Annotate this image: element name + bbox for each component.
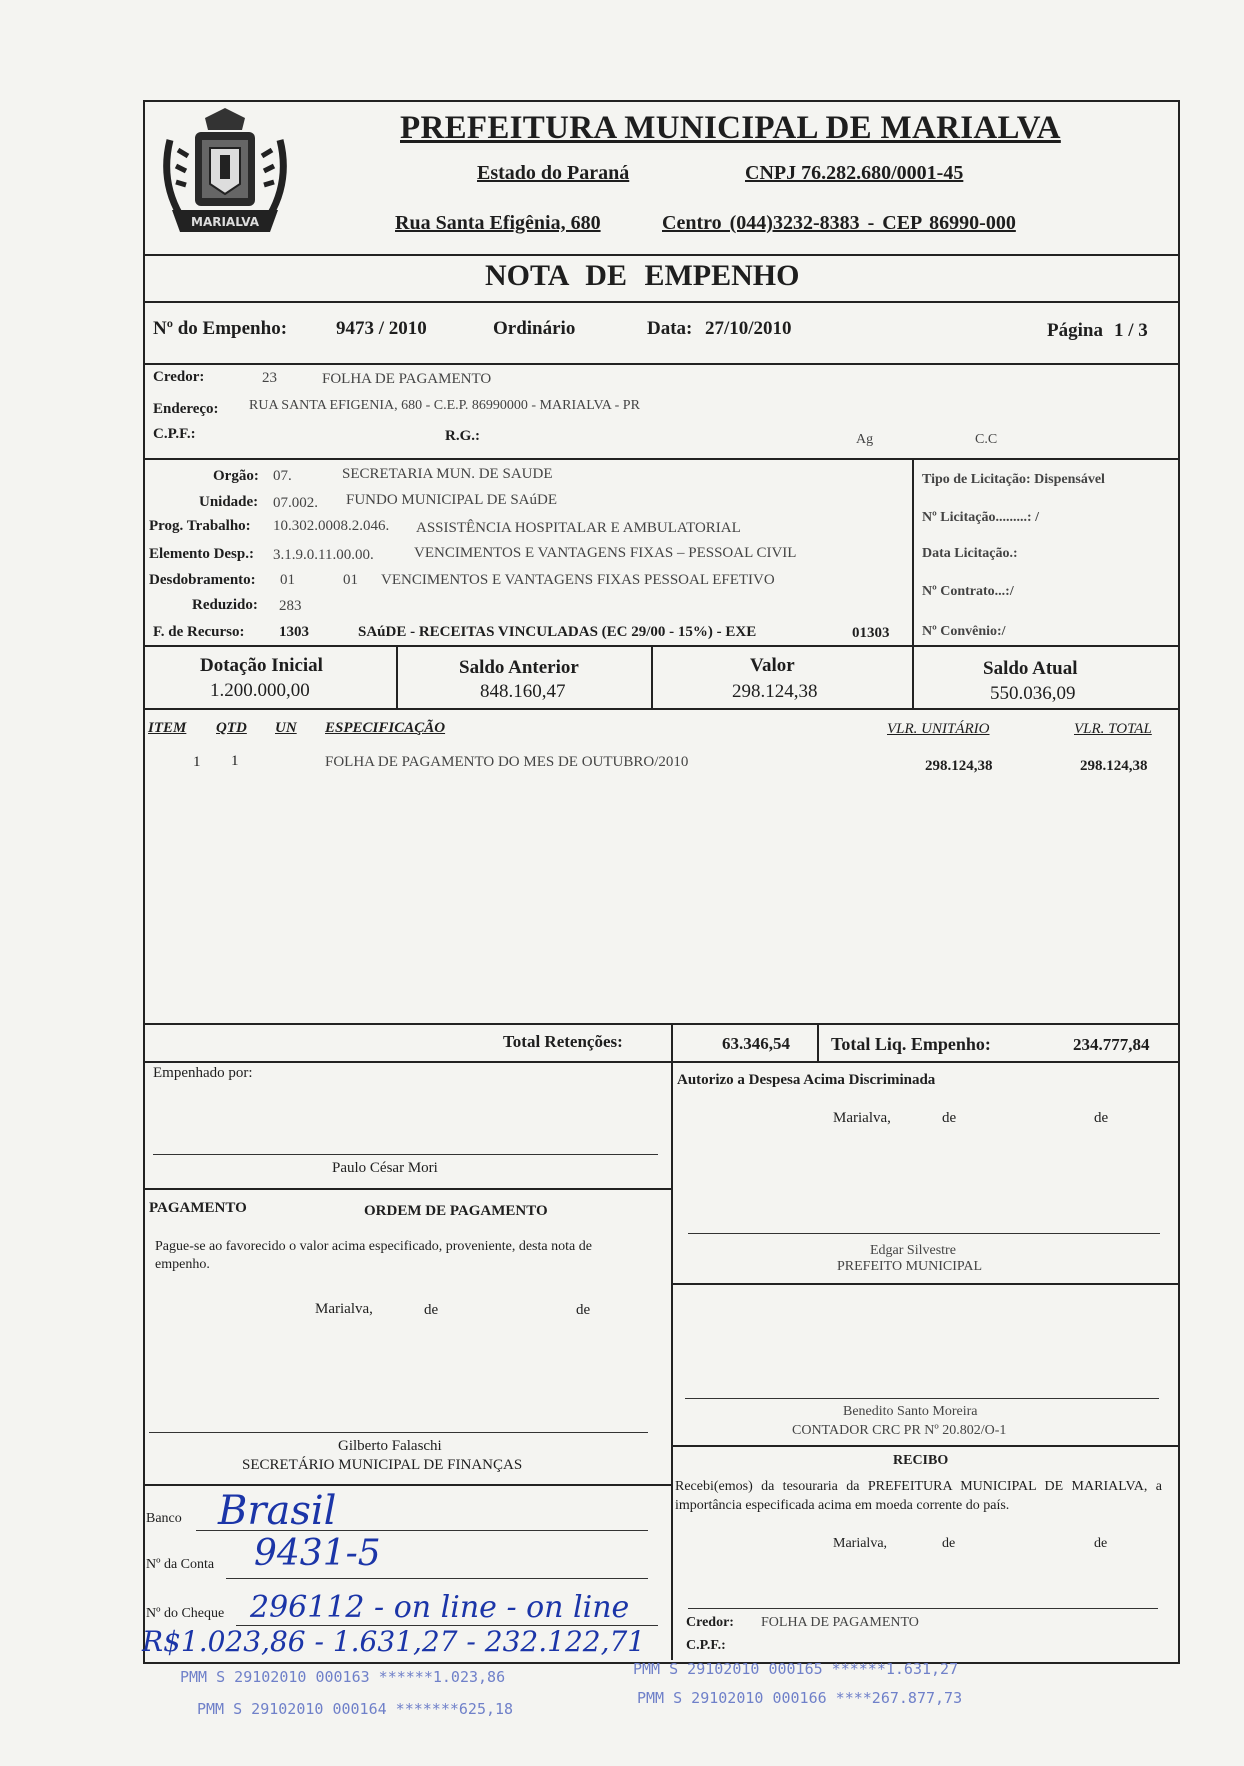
bank-stamp: PMM S 29102010 000166 ****267.877,73: [637, 1689, 963, 1707]
divider: [143, 458, 1178, 460]
row-unit-value: 298.124,38: [925, 758, 993, 774]
items-header-spec: ESPECIFICAÇÃO: [325, 720, 446, 736]
saldo-anterior-value: 848.160,47: [480, 681, 566, 702]
ordem-pagamento: ORDEM DE PAGAMENTO: [364, 1203, 548, 1219]
values-handwritten[interactable]: R$1.023,86 - 1.631,27 - 232.122,71: [142, 1625, 646, 1658]
district-phone-cep: Centro (044)3232-8383 - CEP 86990-000: [662, 212, 1016, 234]
prog-code: 10.302.0008.2.046.: [273, 518, 390, 534]
autorizo-label: Autorizo a Despesa Acima Discriminada: [677, 1072, 936, 1088]
recibo-credor-label: Credor:: [686, 1615, 734, 1630]
autorizo-de1: de: [942, 1110, 957, 1126]
divider: [671, 1061, 673, 1660]
saldo-atual-label: Saldo Atual: [983, 658, 1078, 679]
saldo-atual-value: 550.036,09: [990, 683, 1076, 704]
pagamento-de1: de: [424, 1302, 439, 1318]
signature-line: [685, 1398, 1159, 1399]
pagamento-label: PAGAMENTO: [149, 1200, 247, 1216]
row-qtd: 1: [231, 753, 239, 769]
conta-label: Nº da Conta: [146, 1557, 215, 1572]
divider: [651, 645, 653, 708]
divider: [912, 645, 914, 708]
prefeito-name: Edgar Silvestre: [870, 1243, 956, 1258]
divider: [143, 1188, 671, 1190]
recibo-de2: de: [1094, 1536, 1108, 1551]
row-item: 1: [193, 754, 201, 770]
bank-stamp: PMM S 29102010 000164 *******625,18: [197, 1700, 514, 1718]
recurso-desc: SAúDE - RECEITAS VINCULADAS (EC 29/00 - 15%) - EXE: [358, 624, 757, 640]
rg-label: R.G.:: [445, 428, 480, 444]
agency-label: Ag: [856, 432, 874, 447]
cheque-handwritten[interactable]: 296112 - on line - on line: [250, 1590, 630, 1625]
empenho-number: 9473 / 2010: [336, 318, 427, 339]
retencoes-value: 63.346,54: [722, 1034, 790, 1053]
desdobramento-desc: VENCIMENTOS E VANTAGENS FIXAS PESSOAL EFETIVO: [381, 572, 775, 588]
credor-address: RUA SANTA EFIGENIA, 680 - C.E.P. 86990000 - MARIALVA - PR: [249, 398, 640, 413]
items-header-unit-value: VLR. UNITÁRIO: [887, 721, 990, 737]
contrato-numero: Nº Contrato...:/: [922, 584, 1014, 599]
secretario-role: SECRETÁRIO MUNICIPAL DE FINANÇAS: [242, 1457, 523, 1473]
pagamento-de2: de: [576, 1302, 591, 1318]
bank-stamp: PMM S 29102010 000165 ******1.631,27: [633, 1660, 959, 1678]
orgao-desc: SECRETARIA MUN. DE SAUDE: [342, 466, 553, 482]
cpf-label: C.P.F.:: [153, 426, 196, 442]
divider: [817, 1023, 819, 1063]
page-label: Página: [1047, 320, 1103, 341]
divider: [671, 1283, 1178, 1285]
cnpj: CNPJ 76.282.680/0001-45: [745, 162, 964, 184]
divider: [143, 254, 1178, 256]
prog-desc: ASSISTÊNCIA HOSPITALAR E AMBULATORIAL: [416, 520, 741, 536]
licitacao-numero: Nº Licitação.........: /: [922, 510, 1039, 525]
row-spec: FOLHA DE PAGAMENTO DO MES DE OUTUBRO/2010: [325, 754, 689, 770]
divider: [912, 458, 914, 645]
elemento-code: 3.1.9.0.11.00.00.: [273, 547, 374, 563]
pagamento-city: Marialva,: [315, 1301, 373, 1317]
items-header-un: UN: [275, 720, 297, 736]
divider: [143, 363, 1178, 365]
reduzido-code: 283: [279, 598, 302, 614]
signature-line: [688, 1608, 1158, 1609]
recibo-text: Recebi(emos) da tesouraria da PREFEITURA MUNICIPAL DE MARIALVA, a importância especificada acima em moeda corrente do país.: [675, 1479, 1162, 1513]
elemento-label: Elemento Desp.:: [149, 546, 254, 562]
secretario-name: Gilberto Falaschi: [338, 1438, 442, 1454]
institution-title: PREFEITURA MUNICIPAL DE MARIALVA: [400, 110, 1061, 146]
orgao-code: 07.: [273, 468, 292, 484]
retencoes-label: Total Retenções:: [503, 1032, 623, 1051]
prog-label: Prog. Trabalho:: [149, 518, 251, 534]
reduzido-label: Reduzido:: [192, 597, 258, 613]
banco-handwritten[interactable]: Brasil: [218, 1488, 337, 1534]
address-label: Endereço:: [153, 401, 219, 417]
credor-name: FOLHA DE PAGAMENTO: [322, 371, 492, 387]
desdobramento-label: Desdobramento:: [149, 572, 256, 588]
empenho-type: Ordinário: [493, 318, 576, 339]
dotacao-value: 1.200.000,00: [210, 680, 310, 701]
autorizo-city: Marialva,: [833, 1110, 891, 1126]
empenho-number-label: Nº do Empenho:: [153, 318, 288, 339]
conta-line: [226, 1578, 648, 1579]
bank-stamp: PMM S 29102010 000163 ******1.023,86: [180, 1668, 506, 1686]
recibo-cpf-label: C.P.F.:: [686, 1638, 726, 1653]
recibo-city: Marialva,: [833, 1536, 888, 1551]
autorizo-de2: de: [1094, 1110, 1109, 1126]
contador-name: Benedito Santo Moreira: [843, 1404, 978, 1419]
signature-line: [688, 1233, 1160, 1234]
recurso-code: 1303: [279, 624, 309, 640]
signature-line: [149, 1432, 648, 1433]
licitacao-tipo: Tipo de Licitação: Dispensável: [922, 472, 1105, 487]
items-header-qtd: QTD: [216, 720, 247, 736]
desdobramento-code2: 01: [343, 572, 358, 588]
divider: [143, 1023, 1178, 1025]
elemento-desc: VENCIMENTOS E VANTAGENS FIXAS – PESSOAL CIVIL: [414, 545, 797, 561]
liquido-value: 234.777,84: [1073, 1035, 1150, 1054]
recibo-de1: de: [942, 1536, 956, 1551]
pagamento-text: Pague-se ao favorecido o valor acima especificado, proveniente, desta nota de empenho.: [155, 1239, 592, 1272]
contador-role: CONTADOR CRC PR Nº 20.802/O-1: [792, 1423, 1007, 1438]
divider: [396, 645, 398, 708]
unidade-code: 07.002.: [273, 495, 318, 511]
street-address: Rua Santa Efigênia, 680: [395, 212, 601, 234]
licitacao-data: Data Licitação.:: [922, 546, 1018, 561]
divider: [143, 301, 1178, 303]
items-header-total-value: VLR. TOTAL: [1074, 721, 1152, 737]
document-title: NOTA DE EMPENHO: [485, 259, 800, 292]
divider: [143, 1484, 671, 1486]
unidade-label: Unidade:: [199, 494, 259, 510]
date: 27/10/2010: [705, 318, 792, 339]
unidade-desc: FUNDO MUNICIPAL DE SAúDE: [346, 492, 557, 508]
divider: [143, 708, 1178, 710]
divider: [143, 645, 1178, 647]
account-label: C.C: [975, 432, 998, 447]
desdobramento-code1: 01: [280, 572, 295, 588]
recibo-label: RECIBO: [893, 1453, 949, 1468]
convenio-numero: Nº Convênio:/: [922, 624, 1006, 639]
items-header-item: ITEM: [148, 720, 187, 736]
liquido-label: Total Liq. Empenho:: [831, 1034, 991, 1054]
svg-text:MARIALVA: MARIALVA: [191, 215, 259, 229]
divider: [671, 1445, 1178, 1447]
recibo-credor: FOLHA DE PAGAMENTO: [761, 1615, 919, 1630]
recurso-code2: 01303: [852, 625, 890, 641]
state-name: Estado do Paraná: [477, 162, 630, 184]
date-label: Data:: [647, 318, 693, 339]
recurso-label: F. de Recurso:: [153, 624, 245, 640]
saldo-anterior-label: Saldo Anterior: [459, 657, 579, 678]
empenhado-label: Empenhado por:: [153, 1065, 253, 1081]
signature-line: [153, 1154, 658, 1155]
page-number: 1 / 3: [1114, 320, 1148, 341]
credor-label: Credor:: [153, 369, 205, 385]
conta-handwritten[interactable]: 9431-5: [254, 1533, 381, 1574]
empenhado-name: Paulo César Mori: [332, 1160, 438, 1176]
divider: [671, 1023, 673, 1063]
valor-label: Valor: [750, 655, 795, 676]
valor-value: 298.124,38: [732, 681, 818, 702]
banco-label: Banco: [146, 1511, 182, 1526]
divider: [143, 1061, 1178, 1063]
row-total-value: 298.124,38: [1080, 758, 1148, 774]
coat-of-arms-emblem: [150, 100, 300, 248]
prefeito-role: PREFEITO MUNICIPAL: [837, 1259, 983, 1274]
dotacao-label: Dotação Inicial: [200, 655, 323, 676]
credor-code: 23: [262, 370, 277, 386]
orgao-label: Orgão:: [213, 468, 259, 484]
cheque-label: Nº do Cheque: [146, 1606, 225, 1621]
